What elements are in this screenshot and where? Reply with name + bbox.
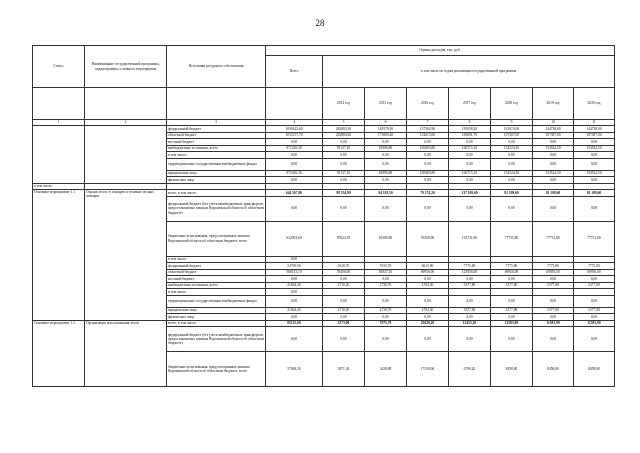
cell-value: 0,00 (574, 276, 615, 283)
cell-value: 107387,00 (533, 132, 574, 139)
cell-value: 0,00 (407, 314, 449, 321)
cell-source: всего, в том числе: (167, 320, 266, 327)
header-year: 2014 год (323, 88, 365, 120)
cell-value: 0,00 (491, 327, 533, 352)
cell-value: 169403,80 (407, 170, 449, 177)
header-year: 2019 год (533, 88, 574, 120)
cell-value: 160715,10 (449, 145, 491, 152)
cell-value: 21664,40 (266, 282, 323, 289)
cell-value: 0,00 (266, 177, 323, 184)
cell-value: 7775,80 (533, 263, 574, 270)
cell-value: 3377,80 (533, 282, 574, 289)
cell-value: 0,00 (449, 276, 491, 283)
cell-value: 21664,40 (266, 307, 323, 314)
cell-name: Организация использования лесов (85, 320, 167, 387)
cell-value: 0,00 (491, 196, 533, 221)
cell-value: 0,00 (449, 327, 491, 352)
header-index: 11 (574, 120, 615, 126)
cell-value: 0,00 (323, 295, 365, 307)
cell-source: федеральный бюджет (167, 126, 266, 133)
cell-value: 78406,00 (323, 269, 365, 276)
cell-value: 0,00 (407, 327, 449, 352)
header-year-blank (33, 88, 85, 120)
cell-source: всего, в том числе: (167, 190, 266, 197)
cell-source: федеральный бюджет (167, 263, 266, 270)
cell-value: 8458,80 (574, 352, 615, 387)
cell-value: 0,00 (449, 177, 491, 184)
cell-source: внебюджетные источники, всего (167, 282, 266, 289)
header-year: 2018 год (491, 88, 533, 120)
cell-source: местный бюджет (167, 276, 266, 283)
cell-source: бюджетные ассигнования, предусмотренные законом Воронежской области об областном бюджете, всего (167, 352, 266, 387)
cell-status (33, 126, 85, 184)
cell-value: 1099422,60 (266, 126, 323, 133)
header-index: 3 (167, 120, 266, 126)
header-name: Наименование государственной программы, подпрограммы, основного мероприятия (85, 46, 167, 88)
cell-value: 69956,00 (533, 269, 574, 276)
cell-status: Основное мероприятие 1.2 (33, 320, 85, 387)
cell-source: внебюджетные источники, всего (167, 145, 266, 152)
cell-value: 0,00 (266, 327, 323, 352)
cell-source: физические лица (167, 177, 266, 184)
cell-value: 0,00 (365, 196, 407, 221)
cell-value: 2738,70 (365, 307, 407, 314)
cell-value: 0,00 (533, 152, 574, 159)
cell-source: бюджетные ассигнования, предусмотренные законом Воронежской области об областном бюджете, всего (167, 221, 266, 256)
cell-value: 0,00 (449, 314, 491, 321)
cell-value: 0,00 (323, 276, 365, 283)
cell-value: 3377,80 (574, 307, 615, 314)
cell-value: 7775,80 (574, 263, 615, 270)
cell-value: 3377,80 (491, 307, 533, 314)
cell-value: 0,00 (491, 276, 533, 283)
header-index: 7 (407, 120, 449, 126)
cell-value: 0,00 (574, 139, 615, 146)
cell-value: 137 109,60 (449, 190, 491, 197)
cell-value: 568133,10 (266, 269, 323, 276)
cell-value: 0,00 (323, 152, 365, 159)
cell-value: 2738,70 (365, 282, 407, 289)
header-index: 6 (365, 120, 407, 126)
page-number: 28 (315, 18, 325, 28)
cell-value: 0,00 (365, 327, 407, 352)
cell-value: 173809,40 (365, 132, 407, 139)
cell-value: 81 109,60 (491, 190, 533, 197)
cell-value: 94 319,50 (365, 190, 407, 197)
cell-value: 0,00 (365, 295, 407, 307)
cell-value: 169403,80 (407, 145, 449, 152)
cell-value: 3377,80 (449, 307, 491, 314)
cell-value: 6799,20 (449, 352, 491, 387)
cell-value: 3438,80 (365, 352, 407, 387)
cell-value: 0,00 (365, 158, 407, 170)
cell-value: 0,00 (491, 152, 533, 159)
cell-value: 0,00 (491, 139, 533, 146)
cell-value: 141674,90 (491, 126, 533, 133)
cell-value: 0,00 (266, 158, 323, 170)
cell-value: 3871,30 (323, 352, 365, 387)
header-status: Статус (33, 46, 85, 88)
cell-value: 76569,90 (407, 221, 449, 256)
cell-value: 6613,90 (407, 263, 449, 270)
cell-value: 0,00 (533, 177, 574, 184)
cell-value: 11583,90 (574, 320, 615, 327)
cell-value: 0,00 (323, 196, 365, 221)
cell-value: 3377,80 (574, 282, 615, 289)
cell-value: 3377,80 (491, 282, 533, 289)
cell-value: 0,00 (323, 327, 365, 352)
cell-value: 0,00 (365, 139, 407, 146)
cell-value: 0,00 (449, 295, 491, 307)
cell-value: 0,00 (407, 177, 449, 184)
cell-value: 91580,80 (365, 221, 407, 256)
cell-value: 81 109,60 (574, 190, 615, 197)
header-index: 10 (533, 120, 574, 126)
cell-value: 69956,00 (574, 269, 615, 276)
budget-table-container (32, 45, 614, 387)
cell-source: территориальные государственные внебюджетные фонды (167, 295, 266, 307)
table-body (33, 126, 615, 387)
cell-value: 0,00 (574, 196, 615, 221)
cell-value: 2704,30 (407, 307, 449, 314)
header-year: 2017 год (449, 88, 491, 120)
cell-value: 0,00 (365, 152, 407, 159)
cell-source: федеральный бюджет (без учета межбюджетных трансфертов, предоставляемых законом Воронежской области об областном бюджете) (167, 196, 266, 221)
cell-source: областной бюджет (167, 269, 266, 276)
cell-value: 0,00 (491, 177, 533, 184)
cell-value: 81996,80 (365, 170, 407, 177)
cell-value: 154524,50 (574, 170, 615, 177)
cell-source: территориальные государственные внебюджетные фонды (167, 158, 266, 170)
cell-value: 3377,80 (449, 282, 491, 289)
cell-value: 11583,90 (491, 320, 533, 327)
cell-source: федеральный бюджет (без учета межбюджетных трансфертов, предоставляемых законом Воронежской области об областном бюджете) (167, 327, 266, 352)
header-source: Источники ресурсного обеспечения (167, 46, 266, 88)
header-index: 1 (33, 120, 85, 126)
cell-value: 57064,50 (266, 352, 323, 387)
cell-value: 98 534,90 (323, 190, 365, 197)
cell-value: 154524,50 (491, 170, 533, 177)
cell-value: 0,00 (266, 289, 323, 296)
cell-value: 0,00 (365, 276, 407, 283)
header-year: 2020 год (574, 88, 615, 120)
cell-value: 77731,80 (574, 221, 615, 256)
cell-value: 5273,00 (323, 320, 365, 327)
cell-value: 0,00 (449, 139, 491, 146)
cell-value: 154524,50 (533, 145, 574, 152)
cell-value: 95137,10 (323, 170, 365, 177)
cell-value: 0,00 (365, 177, 407, 184)
cell-value: 154524,50 (533, 170, 574, 177)
cell-value: 139258,20 (449, 126, 491, 133)
cell-value: 0,00 (407, 295, 449, 307)
cell-source: местный бюджет (167, 139, 266, 146)
cell-value: 0,00 (407, 152, 449, 159)
cell-value: 133731,80 (449, 221, 491, 256)
cell-value: 644 567,00 (266, 190, 323, 197)
cell-value: 83947,10 (365, 269, 407, 276)
cell-value: 0,00 (491, 295, 533, 307)
cell-value: 12455,20 (449, 320, 491, 327)
cell-value: 0,00 (574, 177, 615, 184)
cell-name (85, 126, 167, 184)
cell-value: 125956,00 (449, 269, 491, 276)
cell-value: 79 274,20 (407, 190, 449, 197)
cell-value: 0,00 (266, 196, 323, 221)
cell-value: 132615,00 (407, 132, 449, 139)
cell-value: 54769,50 (266, 263, 323, 270)
cell-value: 220880,60 (323, 132, 365, 139)
header-estimate: Оценка расходов, тыс. руб. (266, 46, 615, 56)
cell-value: 0,00 (449, 196, 491, 221)
cell-value: 0,00 (266, 256, 323, 263)
cell-value: 149579,30 (365, 126, 407, 133)
cell-source: областной бюджет (167, 132, 266, 139)
cell-value: 95137,10 (323, 145, 365, 152)
cell-value: 25629,20 (407, 320, 449, 327)
cell-value: 11583,90 (533, 320, 574, 327)
cell-value: 0,00 (323, 158, 365, 170)
header-index: 9 (491, 120, 533, 126)
cell-value: 2704,30 (407, 282, 449, 289)
cell-value: 0,00 (323, 139, 365, 146)
cell-value: 77731,80 (533, 221, 574, 256)
cell-value: 69956,00 (407, 269, 449, 276)
cell-value: 971426,30 (266, 170, 323, 177)
cell-value: 0,00 (491, 158, 533, 170)
cell-source: в том числе: (167, 152, 266, 159)
cell-value: 154524,50 (491, 145, 533, 152)
cell-value: 85125,60 (266, 320, 323, 327)
cell-value: 0,00 (323, 177, 365, 184)
cell-value: 8458,80 (533, 352, 574, 387)
cell-value: 9418,70 (323, 263, 365, 270)
cell-value: 0,00 (574, 314, 615, 321)
cell-status: Основное мероприятие 1.1 (33, 190, 85, 321)
cell-value: 0,00 (266, 276, 323, 283)
cell-value: 69956,00 (491, 269, 533, 276)
cell-value: 0,00 (533, 314, 574, 321)
cell-value: 0,00 (533, 327, 574, 352)
cell-value: 0,00 (266, 314, 323, 321)
header-index: 8 (449, 120, 491, 126)
cell-value: 107387,00 (491, 132, 533, 139)
cell-source: юридические лица (167, 307, 266, 314)
cell-value: 144738,00 (574, 126, 615, 133)
cell-value: 8458,80 (491, 352, 533, 387)
cell-value: 0,00 (533, 295, 574, 307)
cell-source: в том числе: (167, 256, 266, 263)
cell-value: 0,00 (407, 158, 449, 170)
cell-value: 282083,30 (323, 126, 365, 133)
header-year: 2015 год (365, 88, 407, 120)
cell-value: 2710,20 (323, 282, 365, 289)
cell-value: 7075,70 (365, 320, 407, 327)
cell-value: 7633,70 (365, 263, 407, 270)
cell-value: 0,00 (533, 196, 574, 221)
header-row-years (33, 88, 615, 120)
cell-value: 144738,00 (533, 126, 574, 133)
cell-status: в том числе: (33, 183, 85, 190)
cell-value: 81996,80 (365, 145, 407, 152)
cell-source: физические лица (167, 314, 266, 321)
cell-value: 107387,00 (574, 132, 615, 139)
cell-source: юридические лица (167, 170, 266, 177)
header-year-blank (85, 88, 167, 120)
cell-value: 0,00 (574, 295, 615, 307)
header-row-main (33, 46, 615, 56)
cell-value: 3377,80 (533, 307, 574, 314)
cell-value: 0,00 (365, 314, 407, 321)
cell-value: 0,00 (407, 139, 449, 146)
header-by-year: в том числе по годам реализации государственной программы (323, 56, 615, 88)
header-year: 2016 год (407, 88, 449, 120)
cell-value: 0,00 (266, 295, 323, 307)
cell-value: 0,00 (266, 139, 323, 146)
header-year-blank (167, 88, 266, 120)
header-index: 5 (323, 120, 365, 126)
cell-value: 0,00 (533, 139, 574, 146)
cell-value: 7775,80 (491, 263, 533, 270)
cell-value: 0,00 (407, 276, 449, 283)
cell-value: 154524,50 (574, 145, 615, 152)
header-index: 4 (266, 120, 323, 126)
cell-value: 0,00 (266, 152, 323, 159)
cell-value: 0,00 (533, 276, 574, 283)
cell-value: 0,00 (449, 158, 491, 170)
header-index: 2 (85, 120, 167, 126)
cell-source: в том числе: (167, 289, 266, 296)
cell-value: 17538,00 (407, 352, 449, 387)
cell-value: 87824,70 (323, 221, 365, 256)
cell-value: 0,00 (449, 152, 491, 159)
header-total: Всего (266, 56, 323, 88)
cell-value: 622092,60 (266, 221, 323, 256)
cell-value: 2710,20 (323, 307, 365, 314)
cell-name: Охрана лесов от пожаров и тушение лесных пожаров (85, 190, 167, 321)
cell-value: 0,00 (574, 327, 615, 352)
cell-value: 0,00 (574, 152, 615, 159)
cell-value: 185691,70 (449, 132, 491, 139)
cell-value: 0,00 (323, 314, 365, 321)
cell-value: 137362,90 (407, 126, 449, 133)
cell-value: 0,00 (533, 158, 574, 170)
budget-table (32, 45, 615, 387)
cell-value: 0,00 (574, 158, 615, 170)
cell-value: 7775,80 (449, 263, 491, 270)
cell-value: 0,00 (491, 314, 533, 321)
cell-value: 971426,30 (266, 145, 323, 152)
cell-value: 77731,80 (491, 221, 533, 256)
cell-value: 81 109,60 (533, 190, 574, 197)
header-year-blank (266, 88, 323, 120)
cell-value: 1035157,70 (266, 132, 323, 139)
cell-value: 160715,10 (449, 170, 491, 177)
cell-value: 0,00 (407, 196, 449, 221)
